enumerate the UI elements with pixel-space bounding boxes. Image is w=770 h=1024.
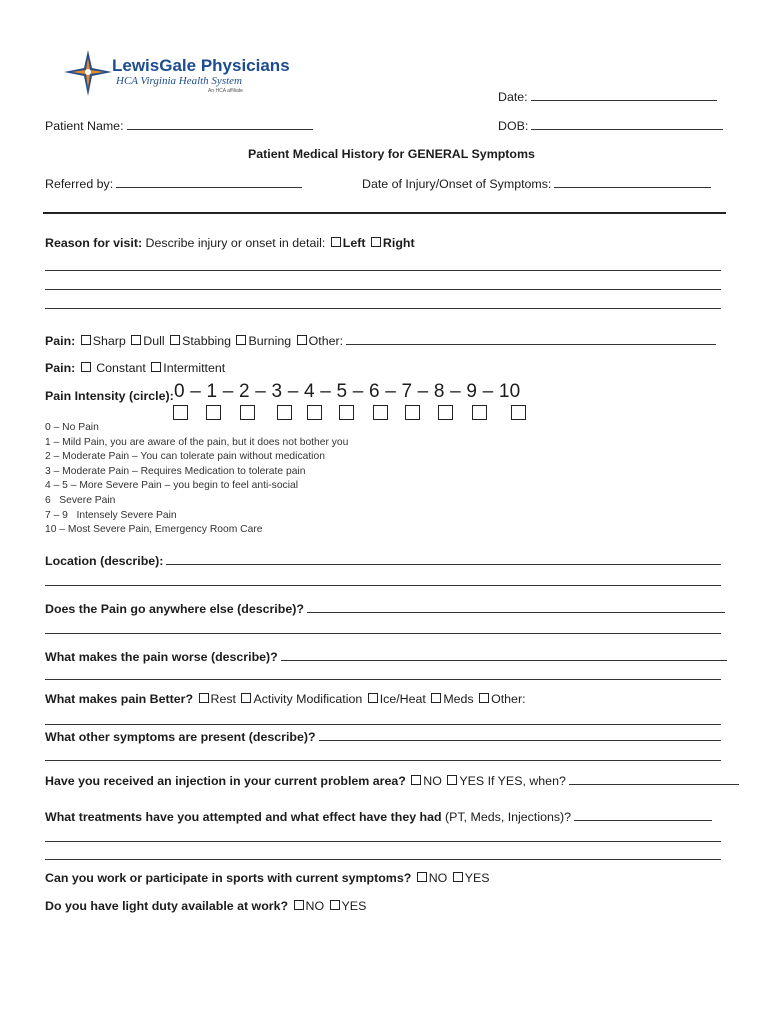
reason-for-visit — [45, 236, 415, 250]
better-other-option[interactable] — [477, 692, 525, 706]
legend-item: 7 – 9 Intensely Severe Pain — [45, 509, 177, 521]
location-line-2[interactable] — [45, 585, 721, 586]
form-title: Patient Medical History for GENERAL Symptoms — [248, 147, 535, 161]
injection-when-input[interactable] — [569, 773, 739, 785]
patient-name-field[interactable] — [45, 118, 313, 133]
legend-item: 10 – Most Severe Pain, Emergency Room Care — [45, 524, 263, 536]
intensity-9-checkbox[interactable] — [472, 405, 487, 420]
onset-date-label: Date of Injury/Onset of Symptoms: — [362, 177, 552, 191]
pain-other-checkbox[interactable] — [297, 335, 307, 345]
pain-burning-checkbox[interactable] — [236, 335, 246, 345]
pain-scale-legend — [45, 421, 348, 538]
better-other-label: Other: — [491, 692, 526, 706]
work-no-label: NO — [428, 871, 448, 885]
pain-constant-checkbox[interactable] — [81, 362, 91, 372]
intensity-7-checkbox[interactable] — [405, 405, 420, 420]
light-duty-yes-label: YES — [341, 899, 367, 913]
better-other-checkbox[interactable] — [479, 693, 489, 703]
reason-line-2[interactable] — [45, 289, 721, 290]
pain-better-row — [45, 692, 526, 706]
left-option-label: Left — [342, 236, 366, 250]
legend-item: 6 Severe Pain — [45, 494, 116, 506]
pain-other-label: Other: — [308, 334, 344, 348]
pain-sharp-checkbox[interactable] — [81, 335, 91, 345]
pain-type-row — [45, 333, 716, 348]
other-symptoms-line-2[interactable] — [45, 760, 721, 761]
light-duty-row — [45, 899, 366, 913]
pain-elsewhere-line-2[interactable] — [45, 633, 721, 634]
treatments-line-2[interactable] — [45, 841, 721, 842]
better-iceheat-label: Ice/Heat — [379, 692, 426, 706]
injection-yes-label: YES If YES, when? — [459, 774, 566, 788]
work-no-checkbox[interactable] — [417, 872, 427, 882]
pain-constant-option[interactable] — [79, 361, 146, 375]
reason-line-1[interactable] — [45, 270, 721, 271]
pain-pattern-row — [45, 361, 225, 375]
light-duty-no-option[interactable] — [292, 899, 325, 913]
better-activity-checkbox[interactable] — [241, 693, 251, 703]
injection-row — [45, 773, 739, 788]
injection-no-label: NO — [423, 774, 442, 788]
pain-dull-label: Dull — [143, 334, 165, 348]
pain-sharp-label: Sharp — [92, 334, 126, 348]
work-no-option[interactable] — [415, 871, 448, 885]
injection-yes-option[interactable] — [445, 774, 566, 788]
injection-yes-checkbox[interactable] — [447, 775, 457, 785]
pain-constant-label: Constant — [96, 361, 146, 375]
referred-by-label: Referred by: — [45, 177, 114, 191]
treatments-paren: (PT, Meds, Injections)? — [445, 810, 572, 824]
light-duty-yes-checkbox[interactable] — [330, 900, 340, 910]
better-meds-checkbox[interactable] — [431, 693, 441, 703]
dob-field[interactable] — [498, 118, 723, 133]
pain-worse-field[interactable] — [45, 649, 727, 664]
right-option[interactable] — [369, 236, 415, 250]
pain-type-label: Pain: — [45, 334, 76, 348]
pain-better-line[interactable] — [45, 724, 721, 725]
pain-intensity-label: Pain Intensity (circle): — [45, 389, 174, 403]
section-divider — [43, 212, 726, 214]
reason-line-3[interactable] — [45, 308, 721, 309]
better-meds-option[interactable] — [429, 692, 473, 706]
pain-intermittent-checkbox[interactable] — [151, 362, 161, 372]
intensity-6-checkbox[interactable] — [373, 405, 388, 420]
better-iceheat-option[interactable] — [366, 692, 426, 706]
logo-tagline: An HCA affiliate — [208, 88, 243, 94]
date-field[interactable] — [498, 89, 717, 104]
better-activity-option[interactable] — [239, 692, 362, 706]
injection-label: Have you received an injection in your current problem area? — [45, 774, 406, 788]
pain-burning-option[interactable] — [234, 334, 291, 348]
left-option[interactable] — [329, 236, 366, 250]
pain-elsewhere-label: Does the Pain go anywhere else (describe)? — [45, 602, 304, 616]
treatments-row — [45, 809, 712, 824]
pain-stabbing-option[interactable] — [168, 334, 231, 348]
pain-better-label: What makes pain Better? — [45, 692, 194, 706]
legend-item: 4 – 5 – More Severe Pain – you begin to feel anti-social — [45, 480, 298, 492]
onset-date-field[interactable] — [362, 176, 711, 191]
intensity-5-checkbox[interactable] — [339, 405, 354, 420]
legend-item: 0 – No Pain — [45, 422, 99, 433]
pain-dull-checkbox[interactable] — [131, 335, 141, 345]
injection-no-checkbox[interactable] — [411, 775, 421, 785]
pain-stabbing-checkbox[interactable] — [170, 335, 180, 345]
legend-item: 3 – Moderate Pain – Requires Medication to tolerate pain — [45, 465, 306, 477]
patient-name-label: Patient Name: — [45, 119, 124, 133]
pain-burning-label: Burning — [248, 334, 292, 348]
intensity-8-checkbox[interactable] — [438, 405, 453, 420]
better-rest-option[interactable] — [197, 692, 236, 706]
logo-subtitle: HCA Virginia Health System — [116, 75, 242, 87]
light-duty-no-checkbox[interactable] — [294, 900, 304, 910]
intensity-2-checkbox[interactable] — [240, 405, 255, 420]
reason-label: Reason for visit: — [45, 236, 143, 250]
intensity-1-checkbox[interactable] — [206, 405, 221, 420]
pain-worse-label: What makes the pain worse (describe)? — [45, 650, 278, 664]
better-activity-label: Activity Modification — [253, 692, 363, 706]
work-yes-checkbox[interactable] — [453, 872, 463, 882]
pain-intermittent-option[interactable] — [149, 361, 225, 375]
pain-intensity-scale: 0 – 1 – 2 – 3 – 4 – 5 – 6 – 7 – 8 – 9 – 10 — [174, 381, 521, 402]
reason-prompt: Describe injury or onset in detail: — [145, 236, 326, 250]
star-logo-icon — [60, 48, 116, 98]
light-duty-label: Do you have light duty available at work? — [45, 899, 289, 913]
legend-item: 2 – Moderate Pain – You can tolerate pain without medication — [45, 451, 325, 463]
pain-stabbing-label: Stabbing — [182, 334, 232, 348]
legend-item: 1 – Mild Pain, you are aware of the pain, but it does not bother you — [45, 436, 349, 448]
location-label: Location (describe): — [45, 554, 164, 568]
work-yes-label: YES — [464, 871, 490, 885]
better-meds-label: Meds — [443, 692, 474, 706]
location-field[interactable] — [45, 553, 721, 568]
light-duty-yes-option[interactable] — [328, 899, 367, 913]
pain-worse-line-2[interactable] — [45, 679, 721, 680]
treatments-label: What treatments have you attempted and what effect have they had — [45, 810, 442, 824]
other-symptoms-field[interactable] — [45, 729, 721, 744]
work-row — [45, 871, 490, 885]
other-symptoms-label: What other symptoms are present (describe)? — [45, 730, 316, 744]
work-yes-option[interactable] — [451, 871, 490, 885]
intensity-0-checkbox[interactable] — [173, 405, 188, 420]
pain-sharp-option[interactable] — [79, 334, 126, 348]
intensity-3-checkbox[interactable] — [277, 405, 292, 420]
pain-intermittent-label: Intermittent — [163, 361, 226, 375]
referred-by-field[interactable] — [45, 176, 302, 191]
logo — [60, 48, 290, 98]
intensity-10-checkbox[interactable] — [511, 405, 526, 420]
right-option-label: Right — [382, 236, 415, 250]
pain-elsewhere-field[interactable] — [45, 601, 725, 616]
better-iceheat-checkbox[interactable] — [368, 693, 378, 703]
pain-other-input[interactable] — [346, 333, 716, 345]
treatments-line-3[interactable] — [45, 859, 721, 860]
light-duty-no-label: NO — [305, 899, 325, 913]
logo-name: LewisGale Physicians — [112, 56, 290, 75]
better-rest-checkbox[interactable] — [199, 693, 209, 703]
work-label: Can you work or participate in sports with current symptoms? — [45, 871, 412, 885]
pain-dull-option[interactable] — [129, 334, 164, 348]
treatments-input[interactable] — [574, 809, 712, 821]
date-label: Date: — [498, 90, 528, 104]
left-checkbox[interactable] — [331, 237, 341, 247]
better-rest-label: Rest — [210, 692, 236, 706]
pain-other-option[interactable] — [295, 334, 343, 348]
injection-no-option[interactable] — [409, 774, 442, 788]
dob-label: DOB: — [498, 119, 529, 133]
right-checkbox[interactable] — [371, 237, 381, 247]
intensity-4-checkbox[interactable] — [307, 405, 322, 420]
pain-pattern-label: Pain: — [45, 361, 76, 375]
